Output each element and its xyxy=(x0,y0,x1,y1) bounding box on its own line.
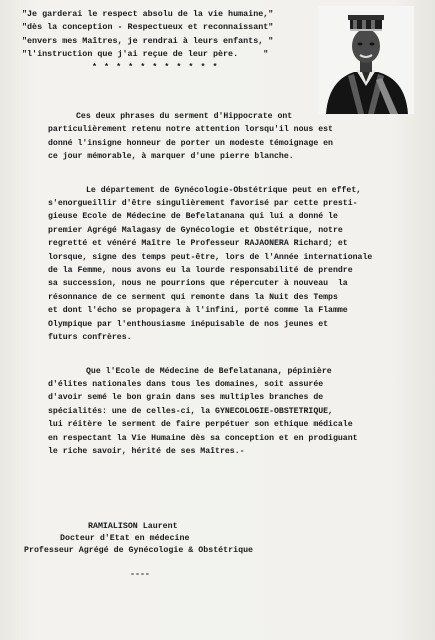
text-line: Ces deux phrases du serment d'Hippocrate ont xyxy=(76,112,293,121)
signature-block xyxy=(24,521,354,581)
text-line: de la Femme, nous avons eu la lourde responsabilité de prendre xyxy=(48,266,353,276)
text-line: Olympique par l'enthousiasme inépuisable de nos jeunes et xyxy=(48,319,329,329)
text-line: d'élites nationales dans tous les domaines, soit assurée xyxy=(48,379,324,389)
quote-line: "dès la conception - Respectueux et reconnaissant" xyxy=(22,22,274,33)
signatory-position: Professeur Agrégé de Gynécologie & Obstétrique xyxy=(24,546,254,555)
text-line: spécialités: une de celles-ci, la GYNECOLOGIE-OBSTETRIQUE, xyxy=(48,406,333,416)
text-line xyxy=(48,445,414,458)
text-line: résonnance de ce serment qui remonte dans la Nuit des Temps xyxy=(48,292,338,302)
text-line: Que l'Ecole de Médecine de Befelatanana, pépinière xyxy=(86,366,332,376)
signatory-name: RAMIALISON Laurent xyxy=(88,522,178,531)
paragraph-2 xyxy=(48,184,414,345)
signatory-title: Docteur d'Etat en médecine xyxy=(60,534,190,543)
text-line: particulièrement retenu notre attention lorsqu'il nous est xyxy=(48,125,333,135)
paragraph-1 xyxy=(48,110,414,164)
text-line: Le département de Gynécologie-Obstétrique peut en effet, xyxy=(86,185,362,195)
text-line: premier Agrégé Malagasy de Gynécologie et Obstétrique, notre xyxy=(48,225,343,235)
hippocratic-oath-quote xyxy=(22,8,312,74)
quote-line: "l'instruction que j'ai reçue de leur père. " xyxy=(22,48,269,59)
text-line: futurs confrères. xyxy=(48,333,132,343)
closing-dash: ---- xyxy=(130,570,150,579)
quote-line: "envers mes Maîtres, je rendrai à leurs enfants, " xyxy=(22,35,274,46)
text-line: lorsque, signe des temps peut-être, lors de l'Année internationale xyxy=(48,252,373,262)
text-line: lui réitère le serment de faire perpétuer son ethique médicale xyxy=(48,420,353,430)
text-segment: le riche savoir, hérité de ses Maîtres. xyxy=(48,446,240,456)
star-divider: * * * * * * * * * * * xyxy=(92,62,219,73)
paragraph-3 xyxy=(48,365,414,459)
portrait-photo xyxy=(318,6,414,114)
text-line: donné l'insigne honneur de porter un modeste témoignage en xyxy=(48,138,333,148)
portrait-image xyxy=(318,6,414,114)
text-line: sa succession, nous ne pourrions que répercuter à nouveau la xyxy=(48,279,348,289)
text-line: d'avoir semé le bon grain dans ses multiples branches de xyxy=(48,393,324,403)
text-line: gieuse Ecole de Médecine de Befelatanana qui lui a donné le xyxy=(48,212,338,222)
text-line: en respectant la Vie Humaine dès sa conception et en prodiguant xyxy=(48,433,358,443)
text-line: et dont l'écho se propagera à l'infini, porté comme la Flamme xyxy=(48,306,348,316)
text-line: s'enorgueillir d'être singulièrement favorisé par cette presti- xyxy=(48,199,358,209)
end-mark: - xyxy=(239,446,245,456)
text-line: ce jour mémorable, à marquer d'une pierre blanche. xyxy=(48,152,294,162)
body-text xyxy=(48,110,414,471)
text-line: regretté et vénéré Maître le Professeur RAJAONERA Richard; et xyxy=(48,239,348,249)
quote-line: "Je garderai le respect absolu de la vie humaine," xyxy=(22,9,274,19)
